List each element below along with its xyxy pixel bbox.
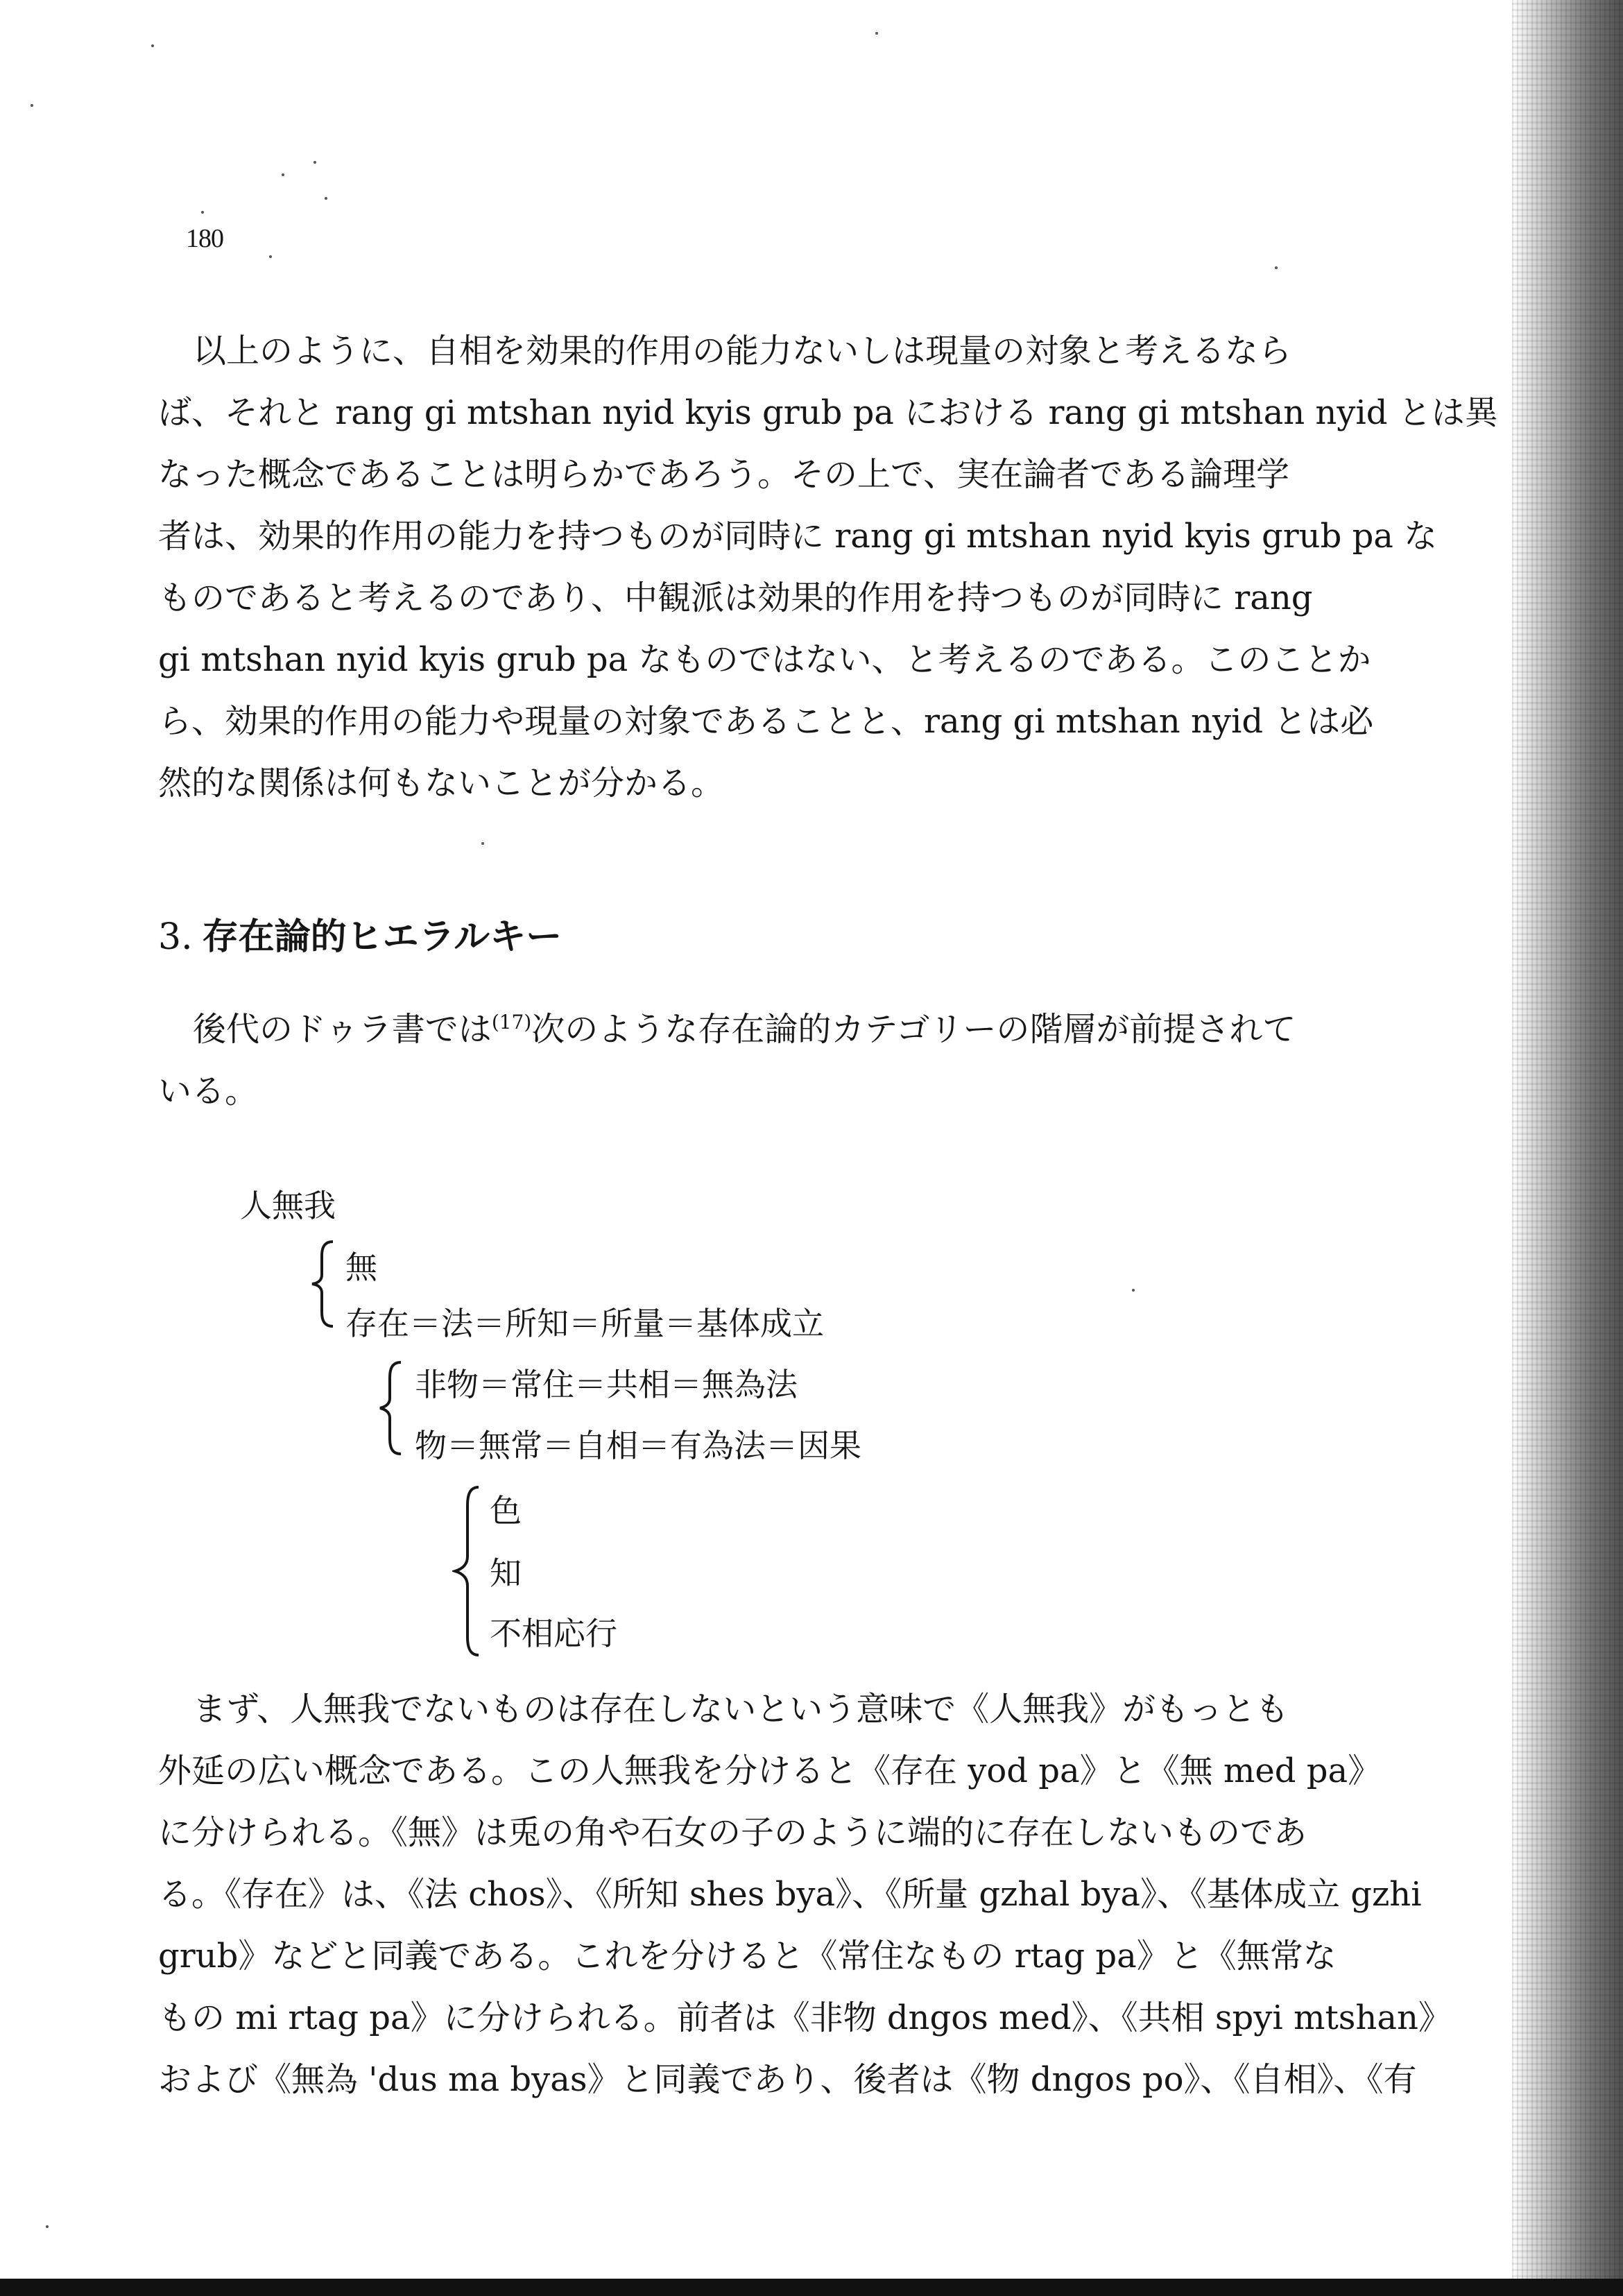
paragraph-line: および《無為 'dus ma byas》と同義であり、後者は《物 dngos po》、《自相》、《有 bbox=[158, 2060, 1417, 2099]
paragraph-line: gi mtshan nyid kyis grub pa なものではない、と考えるのである。このことか bbox=[158, 640, 1371, 679]
hierarchy-level1-item: 存在＝法＝所知＝所量＝基体成立 bbox=[345, 1305, 824, 1342]
paragraph-line bbox=[158, 999, 1373, 1061]
hierarchy-root: 人無我 bbox=[240, 1187, 336, 1224]
scan-speck bbox=[325, 197, 327, 200]
left-brace-icon bbox=[309, 1239, 337, 1329]
paragraph-line: ものであると考えるのであり、中観派は効果的作用を持つものが同時に rang bbox=[158, 579, 1313, 617]
paragraph-line: 者は、効果的作用の能力を持つものが同時に rang gi mtshan nyid kyis grub pa な bbox=[158, 517, 1438, 556]
paragraph-2 bbox=[158, 999, 1373, 1122]
paragraph-line: 外延の広い概念である。この人無我を分けると《存在 yod pa》と《無 med pa》 bbox=[158, 1751, 1382, 1790]
paragraph-line: 然的な関係は何もないことが分かる。 bbox=[158, 764, 725, 803]
scan-speck bbox=[282, 173, 284, 176]
paragraph-line: ら、効果的作用の能力や現量の対象であることと、rang gi mtshan nyid とは必 bbox=[158, 702, 1374, 741]
left-brace-icon bbox=[452, 1484, 483, 1658]
hierarchy-level2-item: 非物＝常住＝共相＝無為法 bbox=[415, 1366, 798, 1403]
footnote-reference[interactable]: (17) bbox=[491, 1011, 532, 1034]
scan-speck bbox=[481, 842, 484, 845]
paragraph-line: に分けられる。《無》は兎の角や石女の子のように端的に存在しないものであ bbox=[158, 1813, 1307, 1852]
paragraph-line: ば、それと rang gi mtshan nyid kyis grub pa における rang gi mtshan nyid とは異 bbox=[158, 393, 1498, 432]
paragraph-line: いる。 bbox=[158, 1072, 259, 1111]
paragraph-line: る。《存在》は、《法 chos》、《所知 shes bya》、《所量 gzhal bya》、《基体成立 gzhi bbox=[158, 1875, 1422, 1914]
scan-speck bbox=[1275, 266, 1278, 269]
scan-speck bbox=[151, 44, 154, 47]
paragraph-line: なった概念であることは明らかであろう。その上で、実在論者である論理学 bbox=[158, 455, 1290, 494]
scan-speck bbox=[269, 255, 272, 258]
scan-speck bbox=[201, 211, 204, 214]
paragraph-line: grub》などと同義である。これを分けると《常住なもの rtag pa》と《無常な bbox=[158, 1937, 1337, 1976]
page-number: 180 bbox=[186, 224, 223, 253]
scan-speck bbox=[875, 32, 878, 35]
hierarchy-level2-item: 物＝無常＝自相＝有為法＝因果 bbox=[415, 1427, 861, 1464]
paragraph-line: まず、人無我でないものは存在しないという意味で《人無我》がもっとも bbox=[193, 1690, 1289, 1729]
scan-bottom-border bbox=[0, 2279, 1623, 2296]
paragraph-line: もの mi rtag pa》に分けられる。前者は《非物 dngos med》、《共相 spyi mtshan》 bbox=[158, 1998, 1452, 2037]
scan-speck bbox=[31, 104, 33, 107]
scan-speck bbox=[46, 2225, 49, 2228]
hierarchy-level3-item: 色 bbox=[490, 1492, 522, 1530]
text-run: 後代のドゥラ書では bbox=[193, 1010, 492, 1049]
paragraph-3 bbox=[158, 1679, 1452, 2111]
hierarchy-level3-item: 不相応行 bbox=[490, 1615, 617, 1652]
scanned-page-edge bbox=[1512, 0, 1623, 2296]
left-brace-icon bbox=[377, 1360, 405, 1457]
hierarchy-level3-item: 知 bbox=[490, 1554, 522, 1592]
scan-speck bbox=[1132, 1289, 1135, 1292]
hierarchy-level1-item: 無 bbox=[345, 1249, 377, 1286]
paragraph-1 bbox=[158, 320, 1498, 814]
section-heading bbox=[158, 913, 562, 961]
text-run: 次のような存在論的カテゴリーの階層が前提されて bbox=[531, 1010, 1296, 1049]
paragraph-line: 以上のように、自相を効果的作用の能力ないしは現量の対象と考えるなら bbox=[193, 332, 1292, 370]
scan-speck bbox=[314, 161, 316, 164]
section-number: 3. bbox=[158, 916, 193, 958]
section-title: 存在論的ヒエラルキー bbox=[202, 916, 563, 958]
